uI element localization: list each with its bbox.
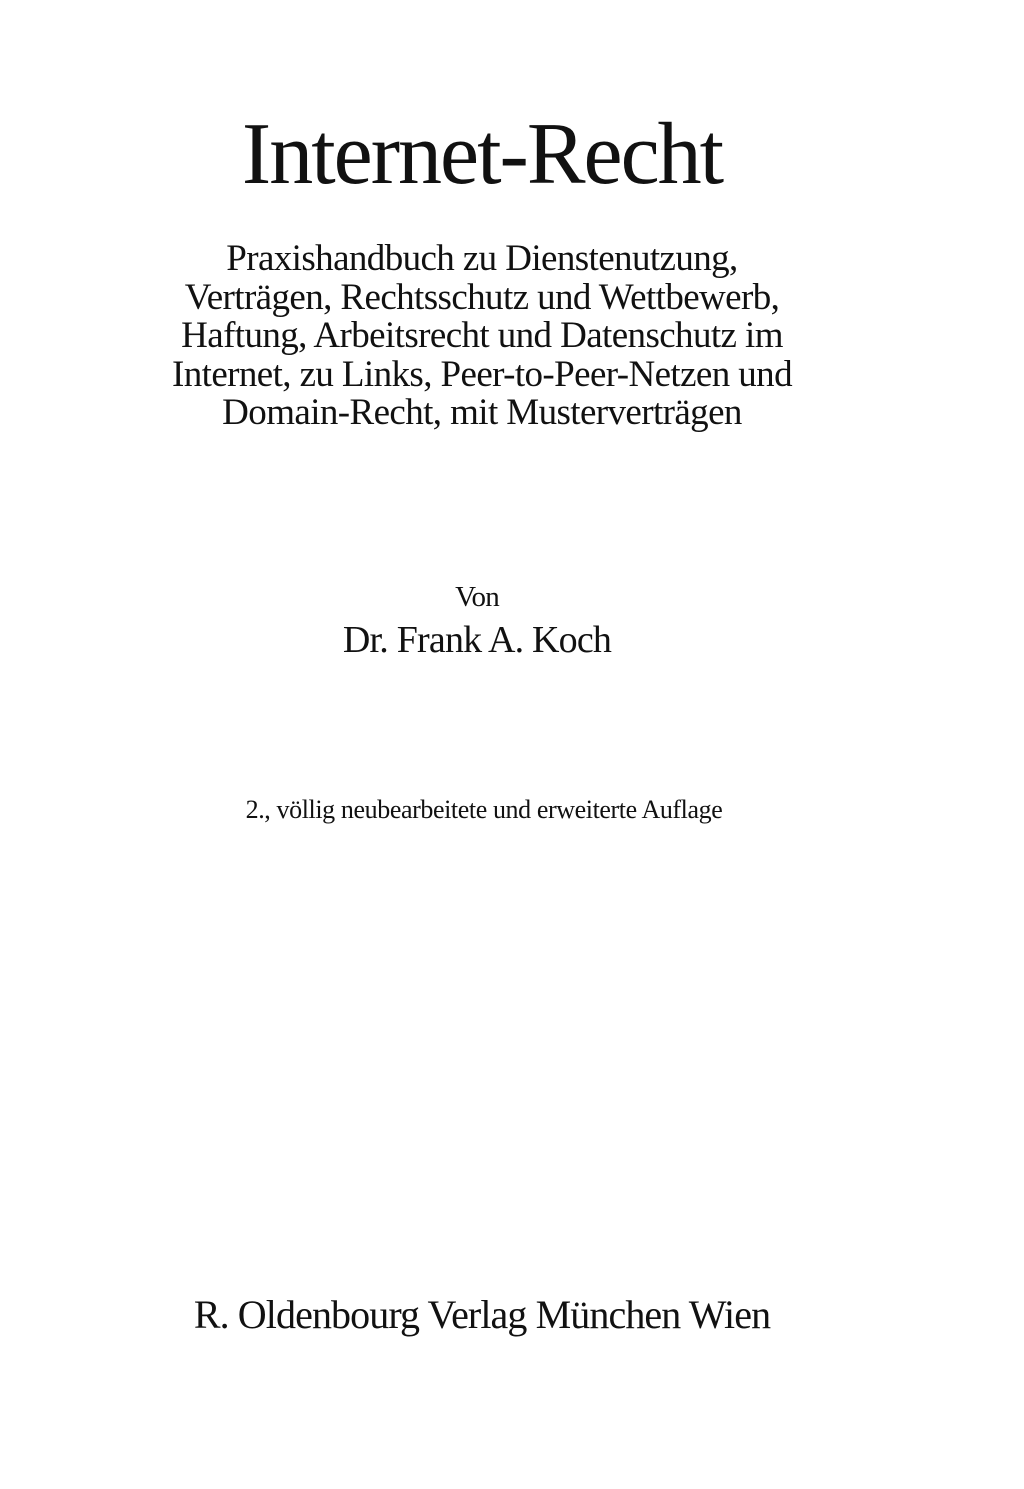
subtitle-line: Domain-Recht, mit Musterverträgen (222, 392, 742, 433)
publisher-imprint: R. Oldenbourg Verlag München Wien (193, 1292, 771, 1337)
by-label: Von (455, 581, 499, 613)
subtitle-line: Verträgen, Rechtsschutz und Wettbewerb, (184, 276, 780, 318)
subtitle-line: Internet, zu Links, Peer-to-Peer-Netzen und (172, 353, 792, 395)
author-name: Dr. Frank A. Koch (342, 619, 612, 661)
edition-statement: 2., völlig neubearbeitete und erweiterte Auflage (245, 795, 723, 824)
book-title: Internet-Recht (241, 106, 723, 203)
book-subtitle (0, 240, 994, 433)
subtitle-line: Praxishandbuch zu Dienstenutzung, (226, 238, 738, 279)
subtitle-line: Haftung, Arbeitsrecht und Datenschutz im (181, 315, 783, 356)
